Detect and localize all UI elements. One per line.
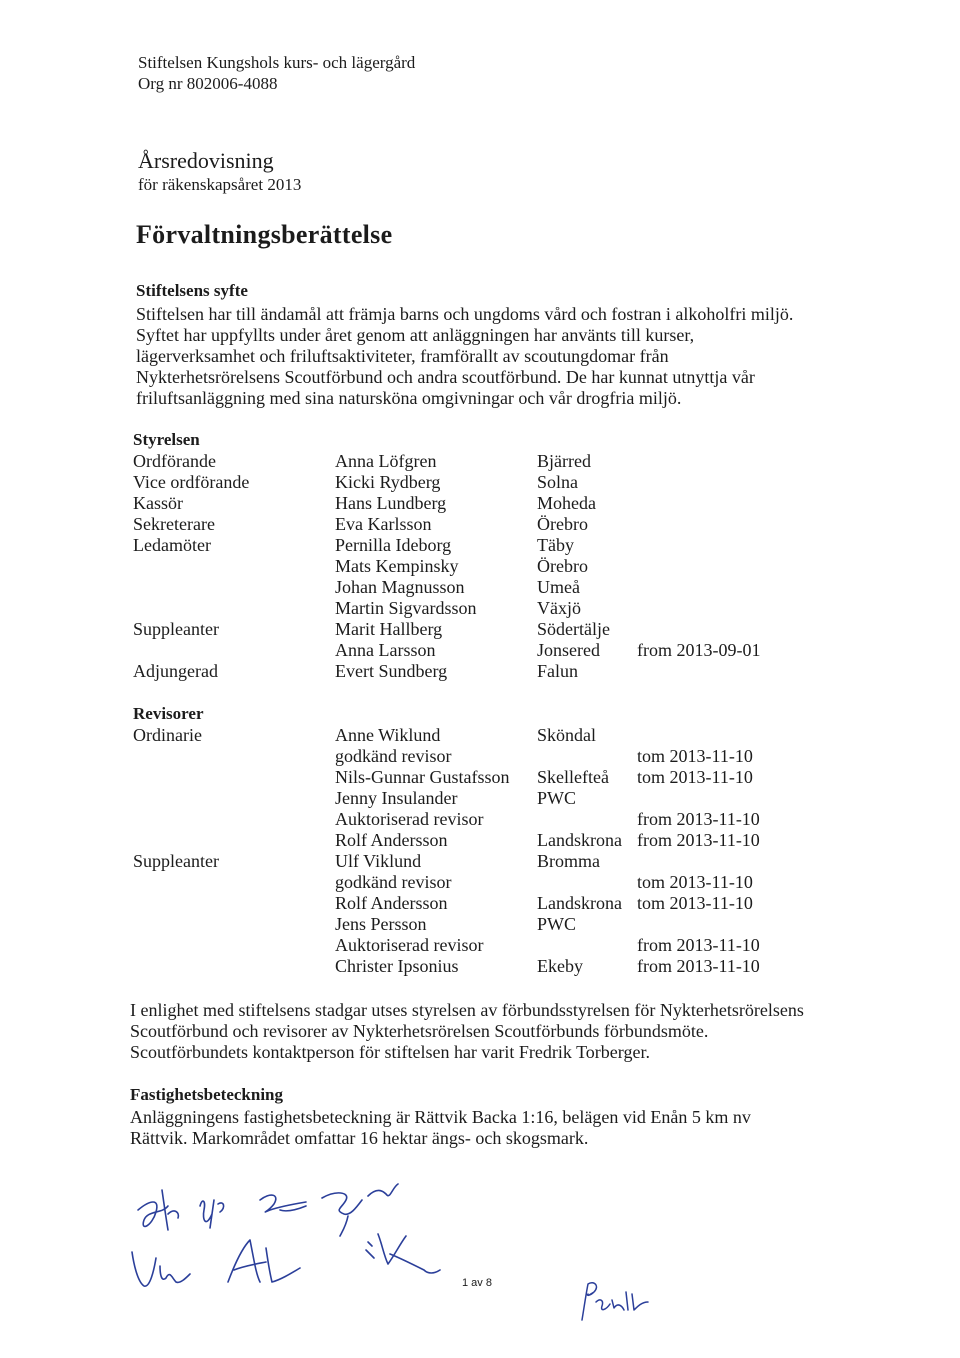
revisorer-role: Ordinarie <box>133 725 202 745</box>
styrelsen-row <box>0 451 960 473</box>
styrelsen-row <box>0 577 960 599</box>
revisorer-note: tom 2013-11-10 <box>637 872 753 892</box>
revisorer-name: Anne Wiklund <box>335 725 441 745</box>
styrelsen-name: Kicki Rydberg <box>335 472 441 492</box>
styrelsen-role: Sekreterare <box>133 514 215 534</box>
styrelsen-role: Adjungerad <box>133 661 218 681</box>
styrelsen-place: Täby <box>537 535 574 555</box>
revisorer-row <box>0 956 960 978</box>
revisorer-place: Skellefteå <box>537 767 609 787</box>
revisorer-note: from 2013-11-10 <box>637 956 760 976</box>
revisorer-row <box>0 893 960 915</box>
styrelsen-place: Solna <box>537 472 579 492</box>
syfte-line: lägerverksamhet och friluftsaktiviteter, framförallt av scoutungdomar från <box>136 346 669 366</box>
revisorer-row <box>0 788 960 810</box>
styrelsen-role: Suppleanter <box>133 619 219 639</box>
styrelsen-row <box>0 493 960 515</box>
styrelsen-role: Kassör <box>133 493 183 513</box>
signature-8 <box>366 1242 374 1258</box>
revisorer-place: Landskrona <box>537 893 622 913</box>
styrelsen-place: Falun <box>537 661 579 681</box>
revisorer-place: Bromma <box>537 851 600 871</box>
stadgar-line: Scoutförbundets kontaktperson för stiftelsen har varit Fredrik Torberger. <box>130 1042 650 1062</box>
revisorer-place: PWC <box>537 914 577 934</box>
revisorer-role: Suppleanter <box>133 851 219 871</box>
revisorer-row <box>0 746 960 768</box>
styrelsen-place: Växjö <box>537 598 581 618</box>
styrelsen-row <box>0 556 960 578</box>
syfte-line: Nykterhetsrörelsens Scoutförbund och andra scoutförbund. De har kunnat utnyttja vår <box>136 367 755 387</box>
revisorer-name: Christer Ipsonius <box>335 956 459 976</box>
styrelsen-name: Eva Karlsson <box>335 514 432 534</box>
revisorer-name: godkänd revisor <box>335 872 452 892</box>
styrelsen-row <box>0 640 960 662</box>
styrelsen-place: Moheda <box>537 493 596 513</box>
revisorer-row <box>0 872 960 894</box>
revisorer-row <box>0 914 960 936</box>
styrelsen-name: Anna Larsson <box>335 640 436 660</box>
styrelsen-name: Martin Sigvardsson <box>335 598 477 618</box>
styrelsen-row <box>0 514 960 536</box>
styrelsen-name: Johan Magnusson <box>335 577 465 597</box>
revisorer-note: tom 2013-11-10 <box>637 893 753 913</box>
fastighet-line: Rättvik. Markområdet omfattar 16 hektar ängs- och skogsmark. <box>130 1128 589 1148</box>
signature-pernilla <box>570 1272 660 1332</box>
fastighet-text <box>130 1107 751 1149</box>
revisorer-name: Rolf Andersson <box>335 830 448 850</box>
document-subtitle: för räkenskapsåret 2013 <box>138 175 302 194</box>
fastighet-heading: Fastighetsbeteckning <box>130 1085 283 1104</box>
revisorer-row <box>0 809 960 831</box>
revisorer-place: Landskrona <box>537 830 622 850</box>
revisorer-name: Auktoriserad revisor <box>335 935 484 955</box>
stadgar-line: I enlighet med stiftelsens stadgar utses styrelsen av förbundsstyrelsen för Nykterhetsrörelsens <box>130 1000 804 1020</box>
syfte-heading: Stiftelsens syfte <box>136 281 248 300</box>
revisorer-place: Sköndal <box>537 725 597 745</box>
signature-7 <box>378 1234 440 1273</box>
revisorer-name: Ulf Viklund <box>335 851 422 871</box>
styrelsen-row <box>0 619 960 641</box>
fastighet-line: Anläggningens fastighetsbeteckning är Rättvik Backa 1:16, belägen vid Enån 5 km nv <box>130 1107 751 1127</box>
styrelsen-row <box>0 472 960 494</box>
org-name: Stiftelsen Kungshols kurs- och lägergård <box>138 53 416 72</box>
styrelsen-name: Pernilla Ideborg <box>335 535 452 555</box>
revisorer-note: from 2013-11-10 <box>637 935 760 955</box>
styrelsen-place: Jonsered <box>537 640 600 660</box>
syfte-line: Syftet har uppfyllts under året genom att anläggningen har använts till kurser, <box>136 325 695 345</box>
page-number: 1 av 8 <box>462 1277 492 1289</box>
syfte-text <box>136 304 793 409</box>
styrelsen-name: Hans Lundberg <box>335 493 447 513</box>
styrelsen-place: Södertälje <box>537 619 610 639</box>
signature-1 <box>138 1190 178 1230</box>
styrelsen-row <box>0 598 960 620</box>
styrelsen-place: Umeå <box>537 577 580 597</box>
revisorer-note: from 2013-11-10 <box>637 809 760 829</box>
signature-6 <box>228 1240 300 1282</box>
styrelsen-note: from 2013-09-01 <box>637 640 761 660</box>
signature-5 <box>132 1252 190 1286</box>
stadgar-text <box>130 1000 804 1063</box>
styrelsen-name: Anna Löfgren <box>335 451 437 471</box>
styrelsen-role: Vice ordförande <box>133 472 250 492</box>
signature-4 <box>322 1184 398 1236</box>
revisorer-name: Rolf Andersson <box>335 893 448 913</box>
syfte-line: Stiftelsen har till ändamål att främja barns och ungdoms vård och fostran i alkoholfri miljö. <box>136 304 794 324</box>
revisorer-place: PWC <box>537 788 577 808</box>
styrelsen-role: Ordförande <box>133 451 216 471</box>
revisorer-name: Nils-Gunnar Gustafsson <box>335 767 510 787</box>
document-title: Årsredovisning <box>138 148 274 173</box>
revisorer-row <box>0 725 960 747</box>
revisorer-row <box>0 767 960 789</box>
styrelsen-row <box>0 535 960 557</box>
signature-2 <box>200 1200 224 1228</box>
revisorer-heading: Revisorer <box>133 704 204 723</box>
revisorer-row <box>0 935 960 957</box>
revisorer-row <box>0 851 960 873</box>
revisorer-place: Ekeby <box>537 956 583 976</box>
revisorer-note: tom 2013-11-10 <box>637 767 753 787</box>
styrelsen-row <box>0 661 960 683</box>
revisorer-name: Jenny Insulander <box>335 788 458 808</box>
stadgar-line: Scoutförbund och revisorer av Nykterhetsrörelsen Scoutförbunds förbundsmöte. <box>130 1021 709 1041</box>
revisorer-note: tom 2013-11-10 <box>637 746 753 766</box>
syfte-line: friluftsanläggning med sina natursköna omgivningar och vår drogfria miljö. <box>136 388 682 408</box>
revisorer-name: Auktoriserad revisor <box>335 809 484 829</box>
revisorer-name: godkänd revisor <box>335 746 452 766</box>
styrelsen-place: Örebro <box>537 556 588 576</box>
signature-3 <box>260 1195 306 1212</box>
styrelsen-name: Mats Kempinsky <box>335 556 459 576</box>
styrelsen-heading: Styrelsen <box>133 430 200 449</box>
main-heading: Förvaltningsberättelse <box>136 220 393 249</box>
revisorer-note: from 2013-11-10 <box>637 830 760 850</box>
styrelsen-name: Evert Sundberg <box>335 661 448 681</box>
revisorer-name: Jens Persson <box>335 914 427 934</box>
styrelsen-place: Bjärred <box>537 451 591 471</box>
styrelsen-name: Marit Hallberg <box>335 619 443 639</box>
styrelsen-place: Örebro <box>537 514 588 534</box>
styrelsen-role: Ledamöter <box>133 535 211 555</box>
org-number: Org nr 802006-4088 <box>138 74 278 93</box>
signatures <box>110 1170 490 1310</box>
revisorer-row <box>0 830 960 852</box>
